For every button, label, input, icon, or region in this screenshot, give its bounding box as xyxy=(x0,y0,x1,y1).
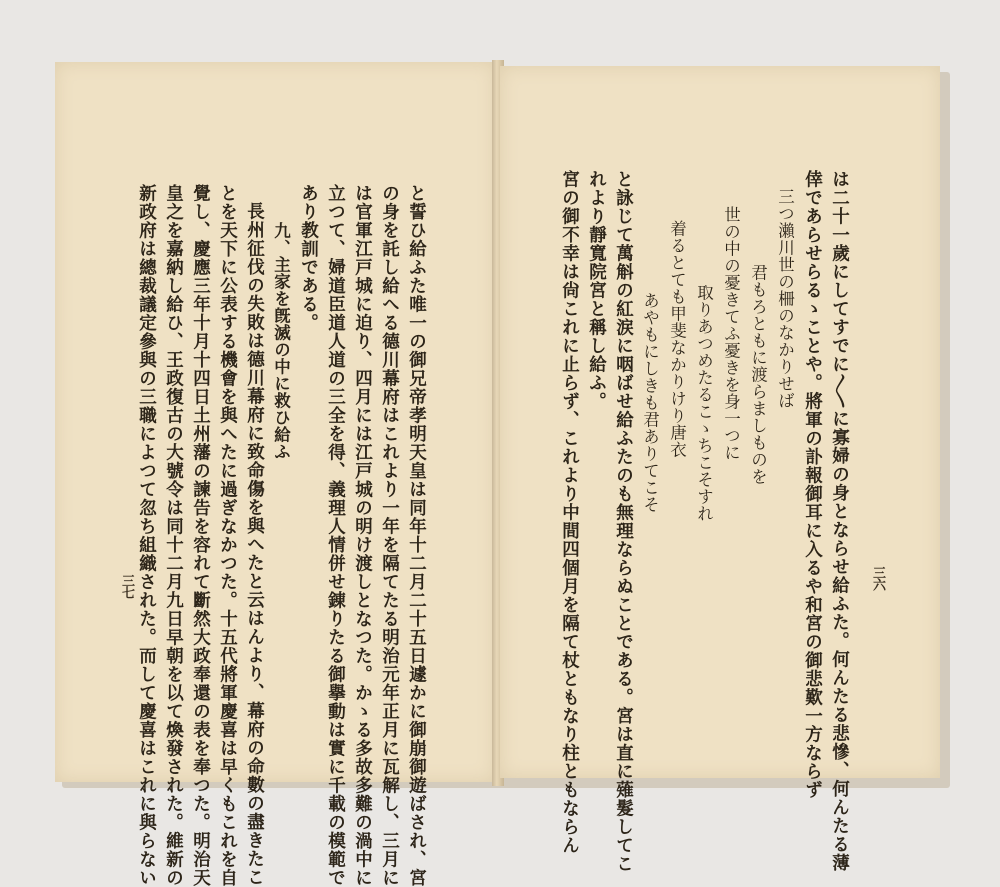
poem-line: 三つ瀨川世の柵のなかりせば xyxy=(775,188,795,409)
right-page xyxy=(500,66,940,873)
text-column: は官軍江戸城に迫り、四月には江戸城の明け渡しとなつた。かゝる多故多難の渦中に xyxy=(352,184,373,887)
poem-line: 世の中の憂きてふ憂きを身一つに xyxy=(721,206,741,461)
poem-line: あやもにしきも君ありてこそ xyxy=(640,292,660,513)
poem-line: 着るとても甲斐なかりけり唐衣 xyxy=(667,220,687,458)
text-column: と誓ひ給ふた唯一の御兄帝孝明天皇は同年十二月二十五日遽かに御崩御遊ばされ、宮 xyxy=(406,184,427,887)
text-column: と詠じて萬斛の紅涙に咽ばせ給ふたのも無理ならぬことである。宮は直に薙髮してこ xyxy=(613,170,634,873)
page-number: 三六 xyxy=(870,566,885,590)
text-column: 倖であらせらるゝことや。將軍の訃報御耳に入るや和宮の御悲歎一方ならず xyxy=(802,170,823,799)
text-column: とを天下に公表する機會を與へたに過ぎなかつた。十五代將軍慶喜は早くもこれを自 xyxy=(217,184,238,887)
page-number: 三七 xyxy=(119,574,134,598)
text-column: れより靜寬院宮と稱し給ふ。 xyxy=(586,170,607,411)
section-heading: 九、主家を旣滅の中に救ひ給ふ xyxy=(271,222,291,460)
poem-line: 君もろともに渡らましものを xyxy=(748,264,768,485)
text-column: は二十一歲にしてすでに〳〵に寡婦の身とならせ給ふた。何んたる悲慘、何んたる薄 xyxy=(829,170,850,872)
text-column: 覺し、慶應三年十月十四日土州藩の諫告を容れて斷然大政奉還の表を奉つた。明治天 xyxy=(190,184,211,887)
text-column: の身を託し給へる德川幕府はこれより一年を隔てたる明治元年正月に瓦解し、三月に xyxy=(379,184,400,887)
left-page xyxy=(55,62,495,887)
text-column: 長州征伐の失敗は德川幕府に致命傷を與へたと云はんより、幕府の命數の盡きたこ xyxy=(244,202,265,887)
text-column: 宮の御不幸は尙これに止らず、これより中間四個月を隔て杖ともなり柱ともならん xyxy=(559,170,580,855)
text-column: 新政府は總裁議定參與の三職によつて忽ち組織された。而して慶喜はこれに與らない xyxy=(136,184,157,887)
text-column: 立つて、婦道臣道人道の三全を得、義理人情併せ錬りたる御擧動は實に千載の模範で xyxy=(325,184,346,887)
text-column: あり教訓である。 xyxy=(298,184,319,332)
text-column: 皇之を嘉納し給ひ、王政復古の大號令は同十二月九日早朝を以て煥發された。維新の xyxy=(163,184,184,887)
poem-line: 取りあつめたるこゝちこそすれ xyxy=(694,284,714,522)
